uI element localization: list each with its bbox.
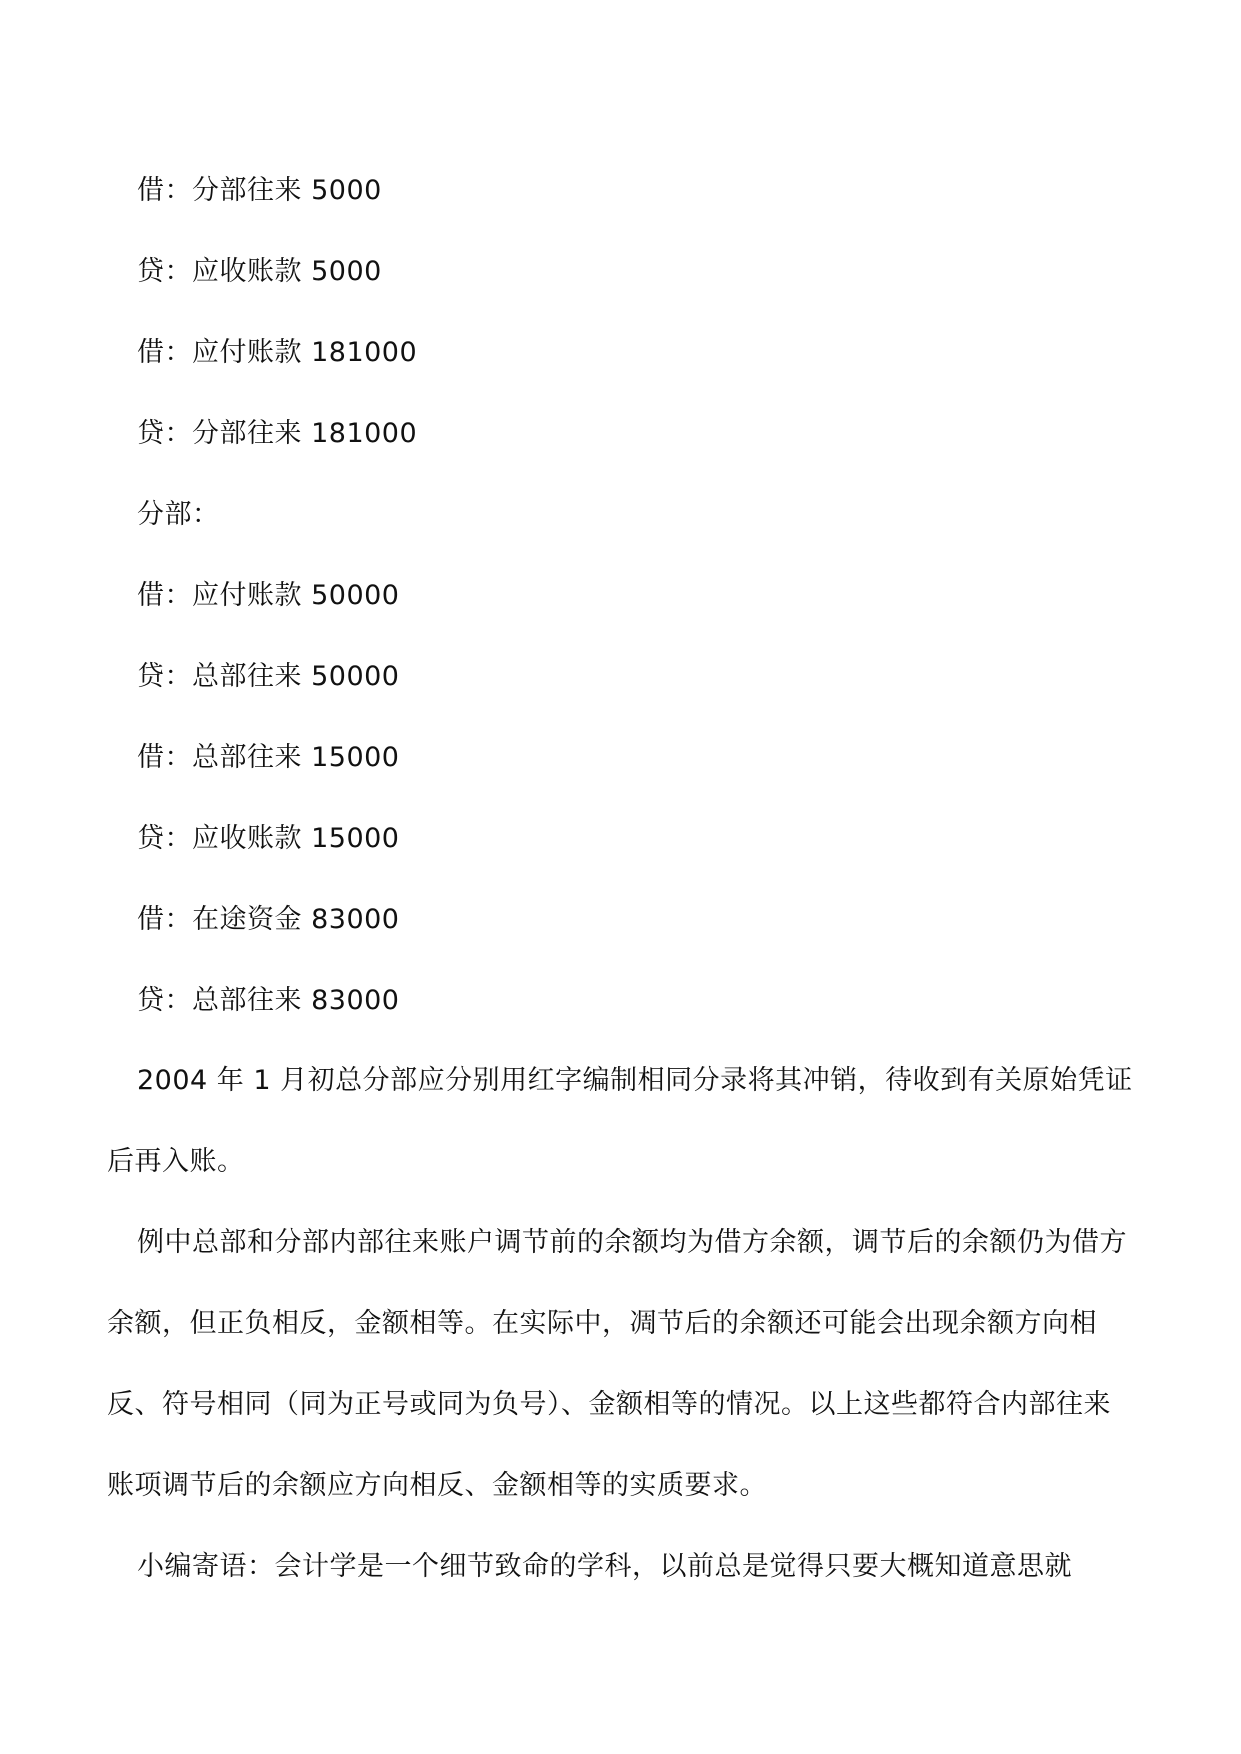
journal-entry: 借：分部往来 5000	[137, 175, 382, 206]
journal-entry: 贷：应收账款 5000	[137, 256, 382, 287]
section-label: 分部：	[137, 499, 220, 530]
journal-entry: 贷：总部往来 83000	[137, 985, 400, 1016]
journal-entry: 贷：分部往来 181000	[137, 418, 418, 449]
journal-entry: 借：总部往来 15000	[137, 742, 400, 773]
journal-entry: 贷：应收账款 15000	[137, 823, 400, 854]
body-paragraph: 2004 年 1 月初总分部应分别用红字编制相同分录将其冲销，待收到有关原始凭证后再入账。	[107, 1065, 1133, 1177]
body-paragraph: 例中总部和分部内部往来账户调节前的余额均为借方余额，调节后的余额仍为借方余额，但正负相反，金额相等。在实际中，凋节后的余额还可能会出现余额方向相反、符号相同（同为正号或同为负号）、金额相等的情况。以上这些都符合内部往来账项调节后的余额应方向相反、金额相等的实质要求。	[107, 1227, 1127, 1501]
journal-entry: 贷：总部往来 50000	[137, 661, 400, 692]
body-paragraph: 小编寄语：会计学是一个细节致命的学科，以前总是觉得只要大概知道意思就	[137, 1551, 1072, 1582]
journal-entry: 借：应付账款 181000	[137, 337, 418, 368]
journal-entry: 借：在途资金 83000	[137, 904, 400, 935]
journal-entry: 借：应付账款 50000	[137, 580, 400, 611]
